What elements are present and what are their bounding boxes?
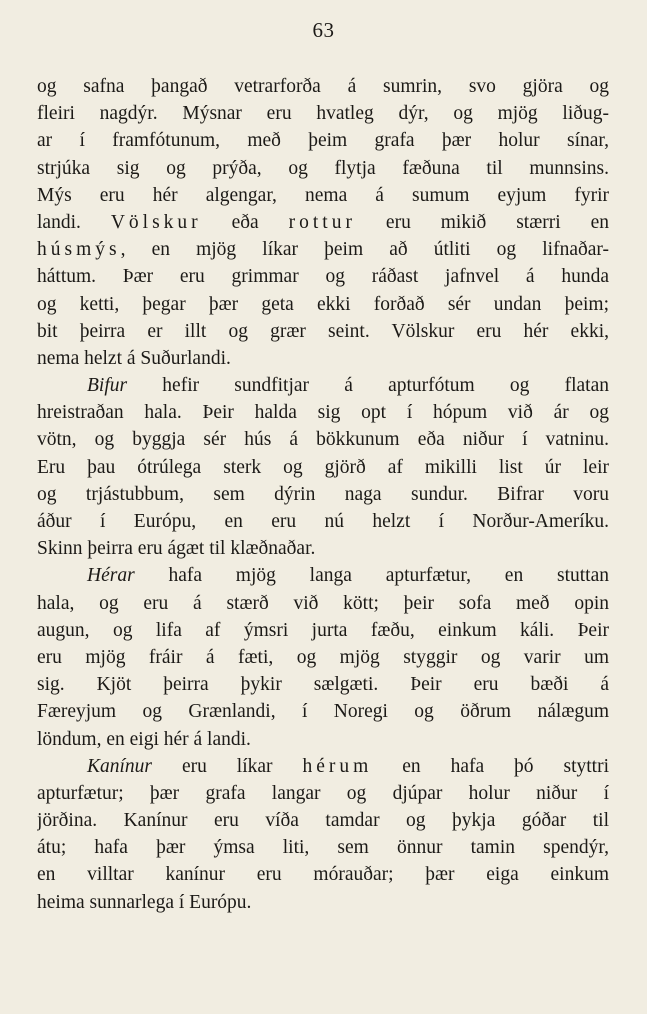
text-segment: hreistraðan hala. Þeir halda sig opt í hópum við ár og <box>37 402 609 424</box>
text-line <box>37 535 609 562</box>
text-segment: áður í Európu, en eru nú helzt í Norður-Ameríku. <box>37 511 609 532</box>
text-segment: bit þeirra er illt og grær seint. Völskur eru hér ekki, <box>37 320 609 342</box>
text-segment: apturfætur; þær grafa langar og djúpar holur niður í <box>37 782 609 804</box>
text-line <box>37 100 609 127</box>
text-line <box>37 508 609 535</box>
text-line <box>37 671 609 698</box>
text-line <box>37 155 609 182</box>
text-segment: sig. Kjöt þeirra þykir sælgæti. Þeir eru bæði á <box>37 674 609 696</box>
text-segment: heima sunnarlega í Európu. <box>37 891 252 913</box>
text-segment: löndum, en eigi hér á landi. <box>37 728 251 750</box>
text-segment: háttum. Þær eru grimmar og ráðast jafnvel á hunda <box>37 266 609 288</box>
text-segment: hefir sundfitjar á apturfótum og flatan <box>127 375 609 397</box>
text-segment: augun, og lifa af ýmsri jurta fæðu, einkum káli. Þeir <box>37 619 609 641</box>
text-line <box>37 318 609 345</box>
text-line <box>37 426 609 453</box>
text-line <box>37 807 609 834</box>
term-heading: Bifur <box>87 375 128 397</box>
emphasized-word: rottur <box>288 211 356 233</box>
text-line <box>37 291 609 318</box>
text-line <box>37 399 609 426</box>
text-segment: ar í framfótunum, með þeim grafa þær holur sínar, <box>37 130 609 152</box>
text-segment: eru mjög fráir á fæti, og mjög styggir og varir um <box>37 646 609 668</box>
text-segment: og ketti, þegar þær geta ekki forðað sér undan þeim; <box>37 293 609 315</box>
body-text <box>37 73 609 916</box>
text-segment: , en mjög líkar þeim að útliti og lifnaðar- <box>120 239 609 261</box>
text-segment: og trjástubbum, sem dýrin naga sundur. Bifrar voru <box>37 483 609 505</box>
text-line <box>37 562 609 589</box>
text-line <box>37 698 609 725</box>
text-line <box>37 644 609 671</box>
text-line <box>37 726 609 753</box>
text-segment: Mýs eru hér algengar, nema á sumum eyjum fyrir <box>37 184 609 206</box>
text-line <box>37 889 609 916</box>
text-line <box>37 780 609 807</box>
text-segment: eru mikið stærri en <box>355 211 609 233</box>
text-segment: en villtar kanínur eru mórauðar; þær eiga einkum <box>37 864 609 886</box>
text-line <box>37 753 609 780</box>
text-line <box>37 209 609 236</box>
text-line <box>37 834 609 861</box>
text-segment: vötn, og byggja sér hús á bökkunum eða niður í vatninu. <box>37 429 609 451</box>
text-line <box>37 73 609 100</box>
text-segment: eru líkar <box>152 755 303 777</box>
text-line <box>37 481 609 508</box>
text-segment: eða <box>201 211 289 233</box>
term-heading: Hérar <box>87 565 135 587</box>
text-segment: en hafa þó styttri <box>372 755 609 777</box>
text-segment: Skinn þeirra eru ágæt til klæðnaðar. <box>37 538 316 560</box>
text-segment: hala, og eru á stærð við kött; þeir sofa með opin <box>37 592 609 614</box>
text-segment: landi. <box>37 211 111 233</box>
text-line <box>37 345 609 372</box>
text-line <box>37 454 609 481</box>
text-line <box>37 263 609 290</box>
text-line <box>37 617 609 644</box>
text-segment: jörðina. Kanínur eru víða tamdar og þykja góðar til <box>37 810 609 832</box>
emphasized-word: húsmýs <box>37 239 121 261</box>
text-segment: hafa mjög langa apturfætur, en stuttan <box>134 565 609 587</box>
emphasized-word: hérum <box>302 755 373 777</box>
term-heading: Kanínur <box>87 755 153 777</box>
text-segment: Eru þau ótrúlega sterk og gjörð af mikilli list úr leir <box>37 456 609 478</box>
text-segment: nema helzt á Suðurlandi. <box>37 347 231 369</box>
emphasized-word: Völskur <box>110 211 202 233</box>
text-line <box>37 861 609 888</box>
text-segment: Færeyjum og Grænlandi, í Noregi og öðrum nálægum <box>37 701 609 723</box>
text-segment: strjúka sig og prýða, og flytja fæðuna til munnsins. <box>37 157 609 179</box>
text-segment: fleiri nagdýr. Mýsnar eru hvatleg dýr, og mjög liðug- <box>37 103 609 125</box>
text-line <box>37 372 609 399</box>
text-line <box>37 127 609 154</box>
text-line <box>37 590 609 617</box>
text-line <box>37 236 609 263</box>
text-segment: átu; hafa þær ýmsa liti, sem önnur tamin spendýr, <box>37 837 609 859</box>
text-line <box>37 182 609 209</box>
text-segment: og safna þangað vetrarforða á sumrin, svo gjöra og <box>37 76 609 97</box>
page-number: 63 <box>312 18 335 42</box>
